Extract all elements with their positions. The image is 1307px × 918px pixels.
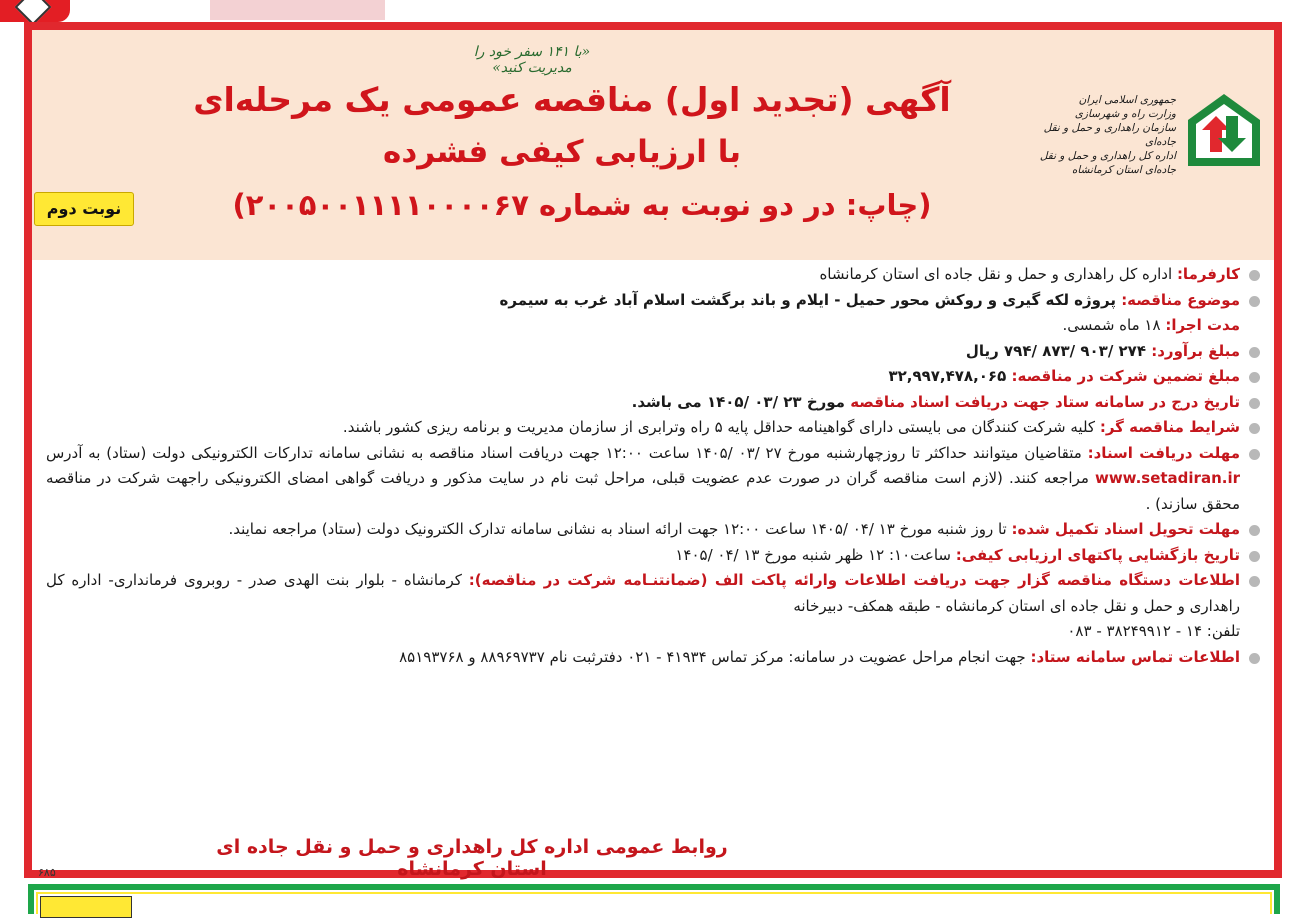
list-item [46,645,1260,671]
employer-value: اداره کل راهداری و حمل و نقل جاده ای استان کرمانشاه [819,265,1177,283]
public-relations-signature: روابط عمومی اداره کل راهداری و حمل و نقل جاده ای استان کرمانشاه [216,836,728,880]
estimate-label: مبلغ برآورد: [1151,341,1240,360]
list-item [46,339,1260,365]
opening-value: ساعت۱۰: ۱۲ ظهر شنبه مورخ ۱۳ /۰۴ /۱۴۰۵ [675,545,956,564]
bullet-icon [1249,653,1260,664]
submit-deadline-value: تا روز شنبه مورخ ۱۳ /۰۴ /۱۴۰۵ ساعت ۱۲:۰۰ جهت ارائه اسناد به نشانی سامانه تدارک الکترونیک دولت (ستاد) مراجعه نمایند. [228,520,1012,538]
employer-label: کارفرما: [1176,265,1240,283]
submit-deadline-label: مهلت تحویل اسناد تکمیل شده: [1011,520,1240,538]
ministry-line: اداره کل راهداری و حمل و نقل جاده‌ای استان کرمانشاه [1039,150,1176,176]
list-item [46,543,1260,569]
bullet-icon [1249,576,1260,587]
ministry-text [1016,93,1176,177]
contact-value: کرمانشاه - بلوار بنت الهدی صدر - روبروی فرمانداری- اداره کل راهداری و حمل و نقل جاده ای استان کرمانشاه - طبقه همکف- دبیرخانه [46,571,1240,615]
setad-date-label: تاریخ درج در سامانه ستاد جهت دریافت اسناد مناقصه [850,392,1240,411]
setad-contact-label: اطلاعات تماس سامانه ستاد: [1030,647,1240,666]
previous-ad-edge [210,0,385,20]
list-item [46,313,1260,339]
docs-deadline-label: مهلت دریافت اسناد: [1087,443,1240,462]
subject-value: پروژه لکه گیری و روکش محور حمیل - ایلام و باند برگشت اسلام آباد غرب به سیمره [499,290,1122,309]
ministry-line: وزارت راه و شهرسازی [1074,108,1176,120]
advertisement-body [32,30,1274,880]
list-item [46,568,1260,645]
conditions-value: کلیه شرکت کنندگان می بایستی دارای گواهینامه حداقل پایه ۵ راه وترابری از سازمان مدیریت و برنامه ریزی کشور باشند. [342,418,1100,436]
duration-value: ۱۸ ماه شمسی. [1062,316,1166,334]
setadiran-link[interactable]: www.setadiran.ir [1094,469,1240,487]
conditions-label: شرایط مناقصه گر: [1099,418,1240,436]
next-advertisement-edge [28,884,1280,914]
top-strip [0,0,1307,22]
list-item [46,390,1260,416]
list-item [46,364,1260,390]
opening-label: تاریخ بازگشایی پاکتهای ارزیابی کیفی: [955,545,1240,564]
guarantee-label: مبلغ تضمین شرکت در مناقصه: [1011,367,1240,385]
bullet-icon [1249,270,1260,281]
bullet-icon [1249,398,1260,409]
corner-badge [0,0,70,22]
list-item [46,441,1260,518]
tender-details [46,262,1260,670]
bullet-icon [1249,347,1260,358]
ad-title-line-3: (چاپ: در دو نوبت به شماره ۲۰۰۵۰۰۱۱۱۱۰۰۰۰۶۷) [232,188,932,222]
slogan: «با ۱۴۱ سفر خود را مدیریت کنید» [473,44,591,76]
setad-date-value: مورخ ۲۳ /۰۳ /۱۴۰۵ می باشد. [631,392,851,411]
next-ad-badge [40,896,132,918]
subject-label: موضوع مناقصه: [1121,290,1240,309]
ministry-line: سازمان راهداری و حمل و نقل جاده‌ای [1043,122,1176,148]
next-ad-inner-border [36,892,1272,914]
bullet-icon [1249,423,1260,434]
list-item [46,517,1260,543]
list-item [46,415,1260,441]
guarantee-value: ۳۲,۹۹۷,۴۷۸,۰۶۵ [888,367,1012,385]
list-item [46,288,1260,314]
bullet-icon [1249,525,1260,536]
list-item [46,262,1260,288]
setad-contact-value: جهت انجام مراحل عضویت در سامانه: مرکز تماس ۴۱۹۳۴ - ۰۲۱ دفترثبت نام ۸۸۹۶۹۷۳۷ و ۸۵۱۹۳۷۶۸ [399,647,1031,666]
ad-title-line-1: آگهی (تجدید اول) مناقصه عمومی یک مرحله‌ای [193,80,951,119]
ad-number: ۶۸۵ [38,866,56,879]
contact-label: اطلاعات دستگاه مناقصه گزار جهت دریافت اطلاعات وارائه پاکت الف (ضمانتنـامه شرکت در مناقصه): [468,571,1240,589]
road-maintenance-logo-icon [1184,90,1264,170]
bullet-icon [1249,449,1260,460]
bullet-icon [1249,296,1260,307]
estimate-value: ۲۷۴ /۹۰۳ /۸۷۳ /۷۹۴ ریال [965,341,1152,360]
ministry-line: جمهوری اسلامی ایران [1078,94,1176,106]
header-band [32,30,1274,260]
tender-advertisement [24,22,1282,878]
phone-number: تلفن: ۱۴ - ۳۸۲۴۹۹۱۲ - ۰۸۳ [1067,622,1240,640]
bullet-icon [1249,372,1260,383]
docs-deadline-value-2: مراجعه کنند. (لازم است مناقصه گران در صورت عدم عضویت قبلی، مراحل ثبت نام در سایت مذکور و دریافت گواهی امضای الکترونیکی راجهت شرکت در مناقصه محقق سازند) . [46,469,1240,513]
ad-title-line-2: با ارزیابی کیفی فشرده [383,134,741,170]
bullet-icon [1249,551,1260,562]
docs-deadline-value: متقاضیان میتوانند حداکثر تا روزچهارشنبه مورخ ۲۷ /۰۳ /۱۴۰۵ ساعت ۱۲:۰۰ جهت دریافت اسناد مناقصه به نشانی سامانه تدارکات الکترونیکی دولت (ستاد) به آدرس [46,443,1088,462]
second-print-badge: نوبت دوم [34,192,134,226]
duration-label: مدت اجرا: [1165,316,1240,334]
